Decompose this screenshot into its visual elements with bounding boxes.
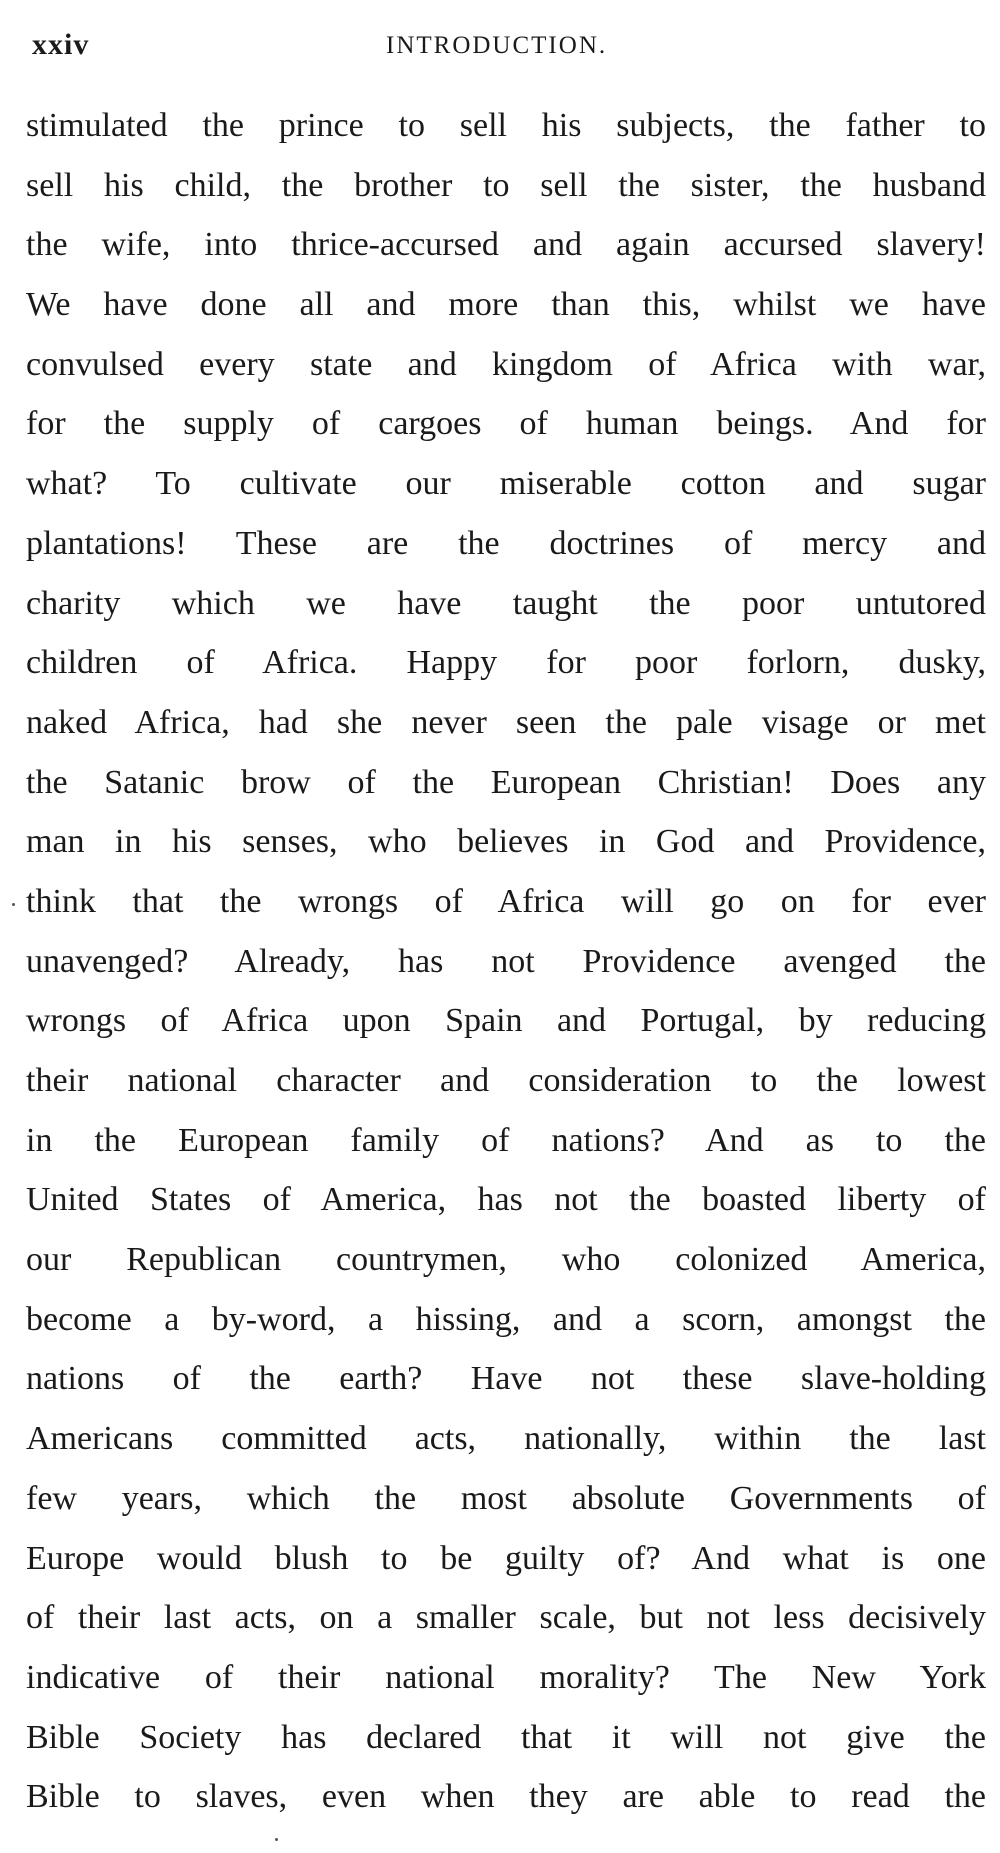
text-line: We have done all and more than this, whilst we have	[26, 286, 986, 324]
text-line: Americans committed acts, nationally, within the last	[26, 1420, 986, 1458]
text-line: indicative of their national morality? The New York	[26, 1658, 986, 1696]
body-text	[26, 96, 986, 1827]
text-line: become a by-word, a hissing, and a scorn, amongst the	[26, 1300, 986, 1338]
text-line: unavenged? Already, has not Providence avenged the	[26, 942, 986, 980]
text-line: for the supply of cargoes of human beings. And for	[26, 405, 986, 443]
text-line: wrongs of Africa upon Spain and Portugal, by reducing	[26, 1002, 986, 1040]
page-number: xxiv	[32, 28, 90, 61]
text-line: sell his child, the brother to sell the sister, the husband	[26, 166, 986, 204]
print-speck	[12, 903, 15, 906]
text-line: stimulated the prince to sell his subjects, the father to	[26, 107, 986, 144]
text-line: what? To cultivate our miserable cotton and sugar	[26, 465, 986, 503]
text-line: in the European family of nations? And as to the	[26, 1121, 986, 1159]
text-line: of their last acts, on a smaller scale, but not less decisively	[26, 1599, 986, 1637]
text-line: Europe would blush to be guilty of? And what is one	[26, 1539, 986, 1577]
text-line: convulsed every state and kingdom of Africa with war,	[26, 345, 986, 383]
text-line: our Republican countrymen, who colonized America,	[26, 1241, 986, 1279]
text-line: nations of the earth? Have not these slave-holding	[26, 1360, 986, 1398]
text-line: Bible Society has declared that it will not give the	[26, 1718, 986, 1756]
text-line: man in his senses, who believes in God and Providence,	[26, 823, 986, 861]
text-line: few years, which the most absolute Governments of	[26, 1479, 986, 1517]
text-line: naked Africa, had she never seen the pale visage or met	[26, 703, 986, 741]
text-line: charity which we have taught the poor untutored	[26, 584, 986, 622]
text-line: Bible to slaves, even when they are able to read the	[26, 1778, 986, 1816]
text-line: children of Africa. Happy for poor forlorn, dusky,	[26, 644, 986, 682]
text-line: think that the wrongs of Africa will go on for ever	[26, 882, 986, 920]
running-title: INTRODUCTION.	[386, 32, 608, 59]
text-line: plantations! These are the doctrines of mercy and	[26, 524, 986, 562]
text-line: United States of America, has not the boasted liberty of	[26, 1181, 986, 1219]
text-line: the Satanic brow of the European Christian! Does any	[26, 763, 986, 801]
print-speck	[275, 1838, 278, 1841]
text-line: the wife, into thrice-accursed and again accursed slavery!	[26, 226, 986, 264]
text-line: their national character and consideration to the lowest	[26, 1062, 986, 1099]
running-head	[26, 28, 986, 68]
